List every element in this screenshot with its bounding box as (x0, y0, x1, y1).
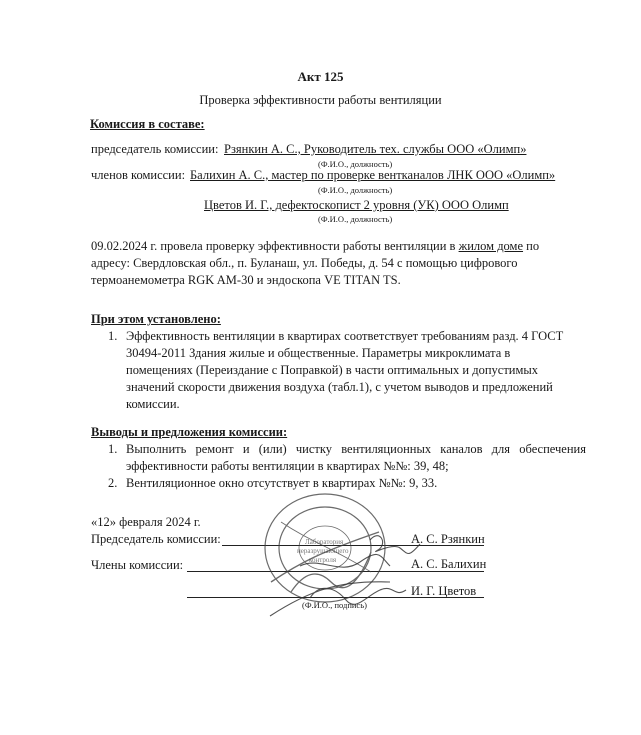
intro-line-1: 09.02.2024 г. провела проверку эффективности работы вентиляции в жилом доме по (91, 239, 540, 253)
svg-text:неразрушающего: неразрушающего (297, 547, 349, 555)
svg-text:контроля: контроля (309, 556, 337, 564)
members-signature-label: Члены комиссии: (91, 558, 184, 572)
conclusions-heading: Выводы и предложения комиссии: (91, 425, 288, 439)
stamp-text: Лаборатория (305, 538, 344, 546)
act-title: Акт 125 (297, 69, 344, 84)
intro-line-3: термоанемометра RGK AM-30 и эндоскопа VE TITAN TS. (91, 273, 401, 287)
conclusions-item-line: эффективности работы вентиляции в квартирах №№: 39, 48; (126, 459, 449, 473)
chair-caption: (Ф.И.О., должность) (318, 159, 393, 169)
signature-date: «12» февраля 2024 г. (91, 515, 201, 529)
conclusions-item-number: 1. (108, 442, 118, 456)
findings-item-line: Эффективность вентиляции в квартирах соответствует требованиям разд. 4 ГОСТ (126, 329, 564, 343)
member2-signature-caption: (Ф.И.О., подпись) (302, 600, 367, 610)
member2-value: Цветов И. Г., дефектоскопист 2 уровня (УК) ООО Олимп (204, 198, 509, 212)
member2-caption: (Ф.И.О., должность) (318, 214, 393, 224)
chair-signature-label: Председатель комиссии: (91, 532, 221, 546)
findings-item-line: 30494-2011 Здания жилые и общественные. Параметры микроклимата в (126, 346, 511, 360)
chair-value: Рзянкин А. С., Руководитель тех. службы ООО «Олимп» (224, 142, 527, 156)
member1-value: Балихин А. С., мастер по проверке вентканалов ЛНК ООО «Олимп» (190, 168, 556, 182)
intro-line-2: адресу: Свердловская обл., п. Буланаш, ул. Победы, д. 54 с помощью цифрового (91, 256, 518, 270)
members-prefix: членов комиссии: (91, 168, 186, 182)
handwritten-signatures (120, 520, 500, 620)
findings-item-line: помещениях (Переиздание с Поправкой) в части оптимальных и допустимых (126, 363, 539, 377)
chair-signature-name: А. С. Рзянкин (411, 532, 485, 546)
act-subtitle: Проверка эффективности работы вентиляции (199, 93, 442, 107)
findings-item-line: комиссии. (126, 397, 180, 411)
conclusions-item-line: Вентиляционное окно отсутствует в квартирах №№: 9, 33. (126, 476, 438, 490)
conclusions-item-number: 2. (108, 476, 118, 490)
findings-heading: При этом установлено: (91, 312, 221, 326)
member2-signature-name: И. Г. Цветов (411, 584, 477, 598)
member1-signature-name: А. С. Балихин (411, 557, 487, 571)
chair-prefix: председатель комиссии: (91, 142, 219, 156)
findings-item-line: значений скорости движения воздуха (табл.1), с учетом выводов и предложений (126, 380, 553, 394)
member1-caption: (Ф.И.О., должность) (318, 185, 393, 195)
conclusions-item-line: Выполнить ремонт и (или) чистку вентиляционных каналов для обеспечения (126, 442, 586, 456)
commission-heading: Комиссия в составе: (90, 117, 205, 131)
findings-item-number: 1. (108, 329, 118, 343)
